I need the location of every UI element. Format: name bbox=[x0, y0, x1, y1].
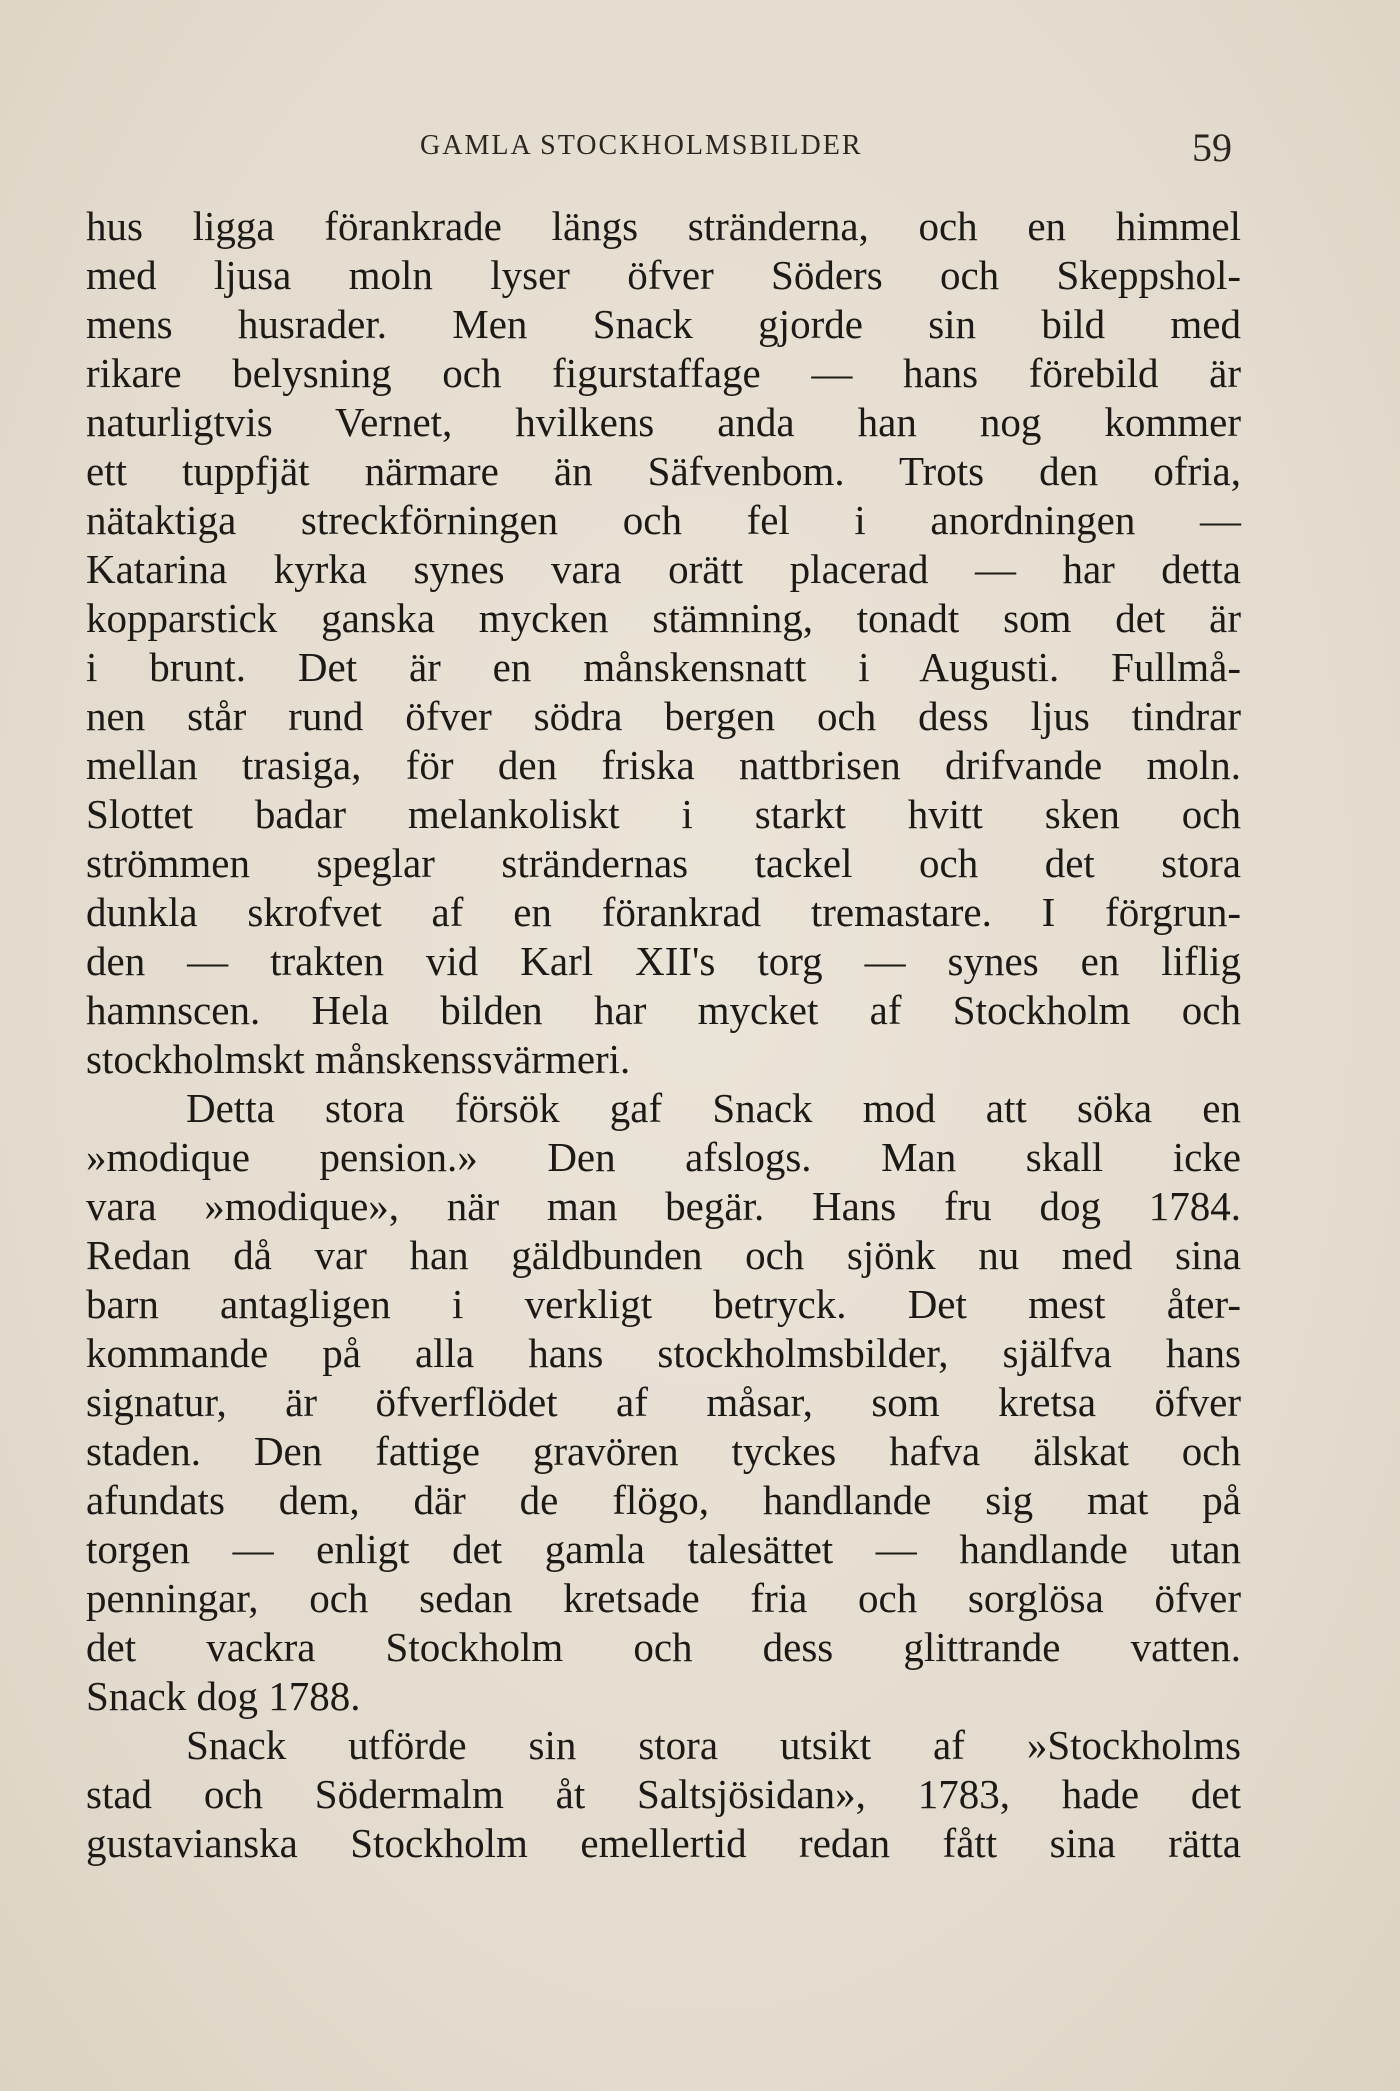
text-line: Redan då var han gäldbunden och sjönk nu med sina bbox=[86, 1232, 1241, 1278]
text-line: Snack utförde sin stora utsikt af »Stockholms bbox=[186, 1722, 1241, 1768]
text-line: barn antagligen i verkligt betryck. Det mest åter- bbox=[86, 1281, 1241, 1327]
text-line: det vackra Stockholm och dess glittrande vatten. bbox=[86, 1624, 1241, 1670]
text-line: mellan trasiga, för den friska nattbrisen drifvande moln. bbox=[86, 742, 1241, 788]
text-line: gustavianska Stockholm emellertid redan fått sina rätta bbox=[86, 1820, 1241, 1866]
page-number: 59 bbox=[1192, 125, 1232, 170]
text-line: »modique pension.» Den afslogs. Man skall icke bbox=[86, 1134, 1241, 1180]
text-line: ett tuppfjät närmare än Säfvenbom. Trots den ofria, bbox=[86, 448, 1241, 494]
text-line: i brunt. Det är en månskensnatt i Augusti. Fullmå- bbox=[86, 644, 1241, 690]
text-line: den — trakten vid Karl XII's torg — synes en liflig bbox=[86, 938, 1241, 984]
text-line: signatur, är öfverflödet af måsar, som kretsa öfver bbox=[86, 1379, 1241, 1425]
text-line: Detta stora försök gaf Snack mod att söka en bbox=[186, 1085, 1241, 1131]
running-head bbox=[0, 125, 1400, 170]
text-line: Snack dog 1788. bbox=[86, 1673, 361, 1719]
text-line: rikare belysning och figurstaffage — hans förebild är bbox=[86, 350, 1241, 396]
text-line: kommande på alla hans stockholmsbilder, själfva hans bbox=[86, 1330, 1241, 1376]
text-line: naturligtvis Vernet, hvilkens anda han nog kommer bbox=[86, 399, 1241, 445]
text-line: penningar, och sedan kretsade fria och sorglösa öfver bbox=[86, 1575, 1241, 1621]
text-line: nätaktiga streckförningen och fel i anordningen — bbox=[86, 497, 1241, 543]
text-line: stad och Södermalm åt Saltsjösidan», 1783, hade det bbox=[86, 1771, 1241, 1817]
text-line: stockholmskt månskenssvärmeri. bbox=[86, 1036, 631, 1082]
running-head-title: GAMLA STOCKHOLMSBILDER bbox=[420, 130, 863, 161]
text-line: staden. Den fattige gravören tyckes hafva älskat och bbox=[86, 1428, 1241, 1474]
text-line: vara »modique», när man begär. Hans fru dog 1784. bbox=[86, 1183, 1241, 1229]
text-line: strömmen speglar strändernas tackel och det stora bbox=[86, 840, 1241, 886]
text-line: hus ligga förankrade längs stränderna, och en himmel bbox=[86, 203, 1241, 249]
text-line: afundats dem, där de flögo, handlande sig mat på bbox=[86, 1477, 1241, 1523]
body-text bbox=[86, 202, 1241, 1868]
text-line: mens husrader. Men Snack gjorde sin bild med bbox=[86, 301, 1241, 347]
text-line: dunkla skrofvet af en förankrad tremastare. I förgrun- bbox=[86, 889, 1241, 935]
text-line: hamnscen. Hela bilden har mycket af Stockholm och bbox=[86, 987, 1241, 1033]
text-line: torgen — enligt det gamla talesättet — handlande utan bbox=[86, 1526, 1241, 1572]
text-line: kopparstick ganska mycken stämning, tonadt som det är bbox=[86, 595, 1241, 641]
text-line: med ljusa moln lyser öfver Söders och Skeppshol- bbox=[86, 252, 1241, 298]
text-line: Katarina kyrka synes vara orätt placerad — har detta bbox=[86, 546, 1241, 592]
text-line: Slottet badar melankoliskt i starkt hvitt sken och bbox=[86, 791, 1241, 837]
text-line: nen står rund öfver södra bergen och dess ljus tindrar bbox=[86, 693, 1241, 739]
